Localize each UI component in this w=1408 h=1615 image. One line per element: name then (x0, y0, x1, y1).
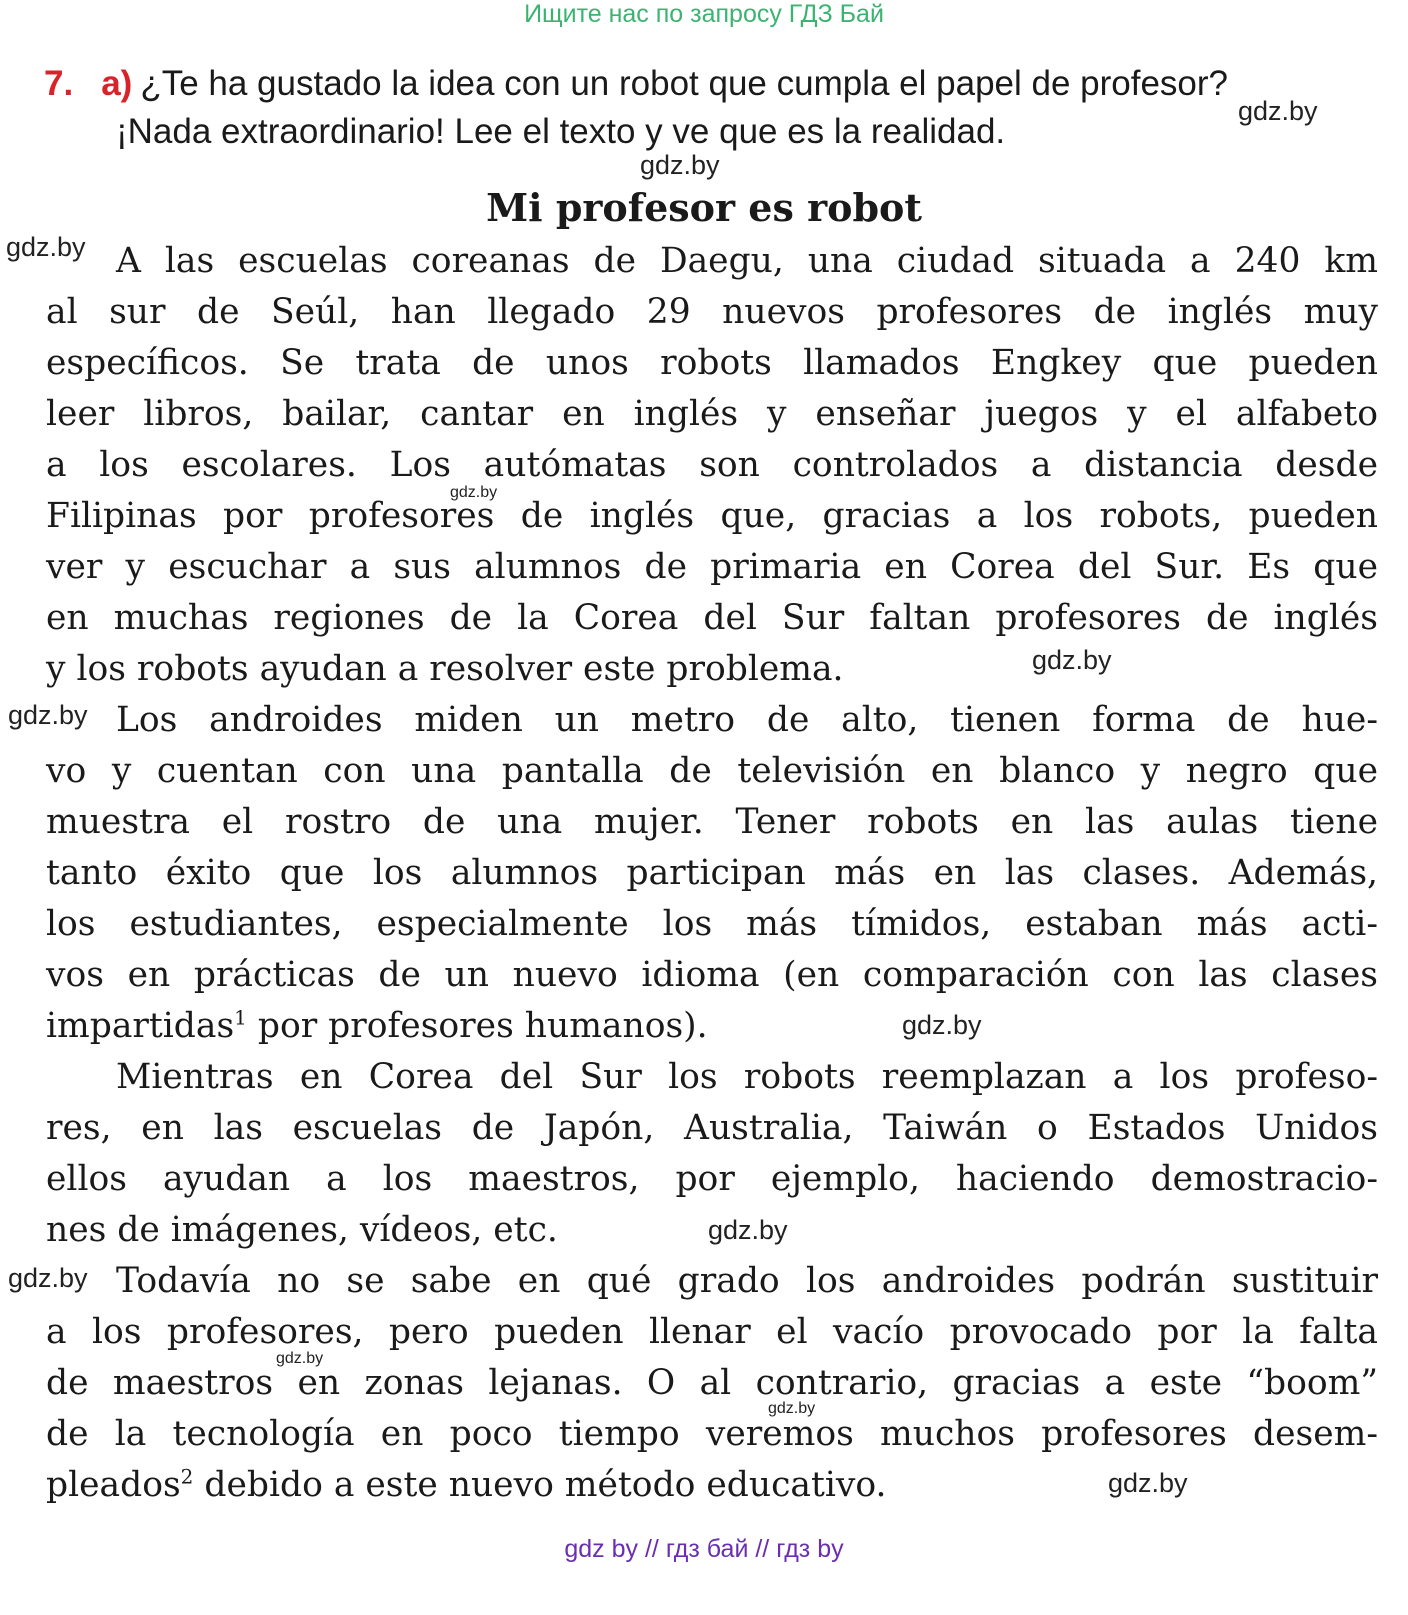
text-line: Los androides miden un metro de alto, tienen forma de hue- (116, 700, 1378, 740)
text-fragment: pleados (46, 1465, 181, 1505)
footnote-mark: 1 (234, 1005, 247, 1030)
watermark: gdz.by (8, 1263, 88, 1293)
text-line: vo y cuentan con una pantalla de televisión en blanco y negro que (46, 751, 1378, 791)
text-line: de la tecnología en poco tiempo veremos muchos profesores desem- (46, 1414, 1378, 1454)
task-letter: a) (101, 64, 133, 103)
text-line: y los robots ayudan a resolver este problema. (46, 649, 844, 689)
text-fragment: impartidas (46, 1006, 235, 1046)
watermark: gdz.by (450, 484, 498, 501)
text-line: ver y escuchar a sus alumnos de primaria en Corea del Sur. Es que (46, 547, 1378, 587)
watermark: gdz.by (708, 1215, 788, 1245)
text-line: Mientras en Corea del Sur los robots reemplazan a los profeso- (116, 1057, 1378, 1097)
footer: gdz by // гдз бай // гдз by (564, 1535, 844, 1563)
text-line: los estudiantes, especialmente los más tímidos, estaban más acti- (46, 904, 1378, 944)
text-line: ellos ayudan a los maestros, por ejemplo, haciendo demostracio- (46, 1159, 1378, 1199)
watermark: gdz.by (1238, 96, 1318, 126)
text-fragment: por profesores humanos). (246, 1006, 708, 1046)
task-number: 7. (44, 64, 74, 103)
text-line (46, 1006, 1378, 1046)
text-line: nes de imágenes, vídeos, etc. (46, 1210, 558, 1250)
watermark: gdz.by (902, 1010, 982, 1040)
watermark: gdz.by (1108, 1468, 1188, 1498)
task-prompt (44, 60, 1374, 156)
text-line: a los profesores, pero pueden llenar el vacío provocado por la falta (46, 1312, 1378, 1352)
top-banner: Ищите нас по запросу ГДЗ Бай (524, 0, 884, 28)
text-line: tanto éxito que los alumnos participan más en las clases. Además, (46, 853, 1378, 893)
text-line: vos en prácticas de un nuevo idioma (en comparación con las clases (46, 955, 1378, 995)
task-line-2: ¡Nada extraordinario! Lee el texto y ve que es la realidad. (116, 112, 1006, 151)
text-line: a los escolares. Los autómatas son controlados a distancia desde (46, 445, 1378, 485)
text-line: Filipinas por profesores de inglés que, gracias a los robots, pueden (46, 496, 1378, 536)
text-line: en muchas regiones de la Corea del Sur faltan profesores de inglés (46, 598, 1378, 638)
text-line: res, en las escuelas de Japón, Australia, Taiwán o Estados Unidos (46, 1108, 1378, 1148)
footnote-mark: 2 (180, 1464, 194, 1489)
watermark: gdz.by (6, 232, 86, 262)
watermark: gdz.by (276, 1350, 324, 1367)
text-line: al sur de Seúl, han llegado 29 nuevos profesores de inglés muy (46, 292, 1378, 332)
text-line: Todavía no se sabe en qué grado los androides podrán sustituir (116, 1261, 1378, 1301)
text-line: muestra el rostro de una mujer. Tener robots en las aulas tiene (46, 802, 1378, 842)
watermark: gdz.by (768, 1400, 816, 1417)
text-line: específicos. Se trata de unos robots llamados Engkey que pueden (46, 343, 1378, 383)
watermark: gdz.by (640, 150, 720, 180)
article-title: Mi profesor es robot (486, 185, 922, 230)
watermark: gdz.by (1032, 645, 1112, 675)
task-line-1: ¿Te ha gustado la idea con un robot que cumpla el papel de profesor? (140, 64, 1229, 103)
text-line: A las escuelas coreanas de Daegu, una ciudad situada a 240 km (116, 241, 1378, 281)
watermark: gdz.by (8, 700, 88, 730)
text-fragment: debido a este nuevo método educativo. (193, 1465, 887, 1505)
text-line: de maestros en zonas lejanas. O al contrario, gracias a este “boom” (46, 1363, 1378, 1403)
text-line: leer libros, bailar, cantar en inglés y enseñar juegos y el alfabeto (46, 394, 1378, 434)
